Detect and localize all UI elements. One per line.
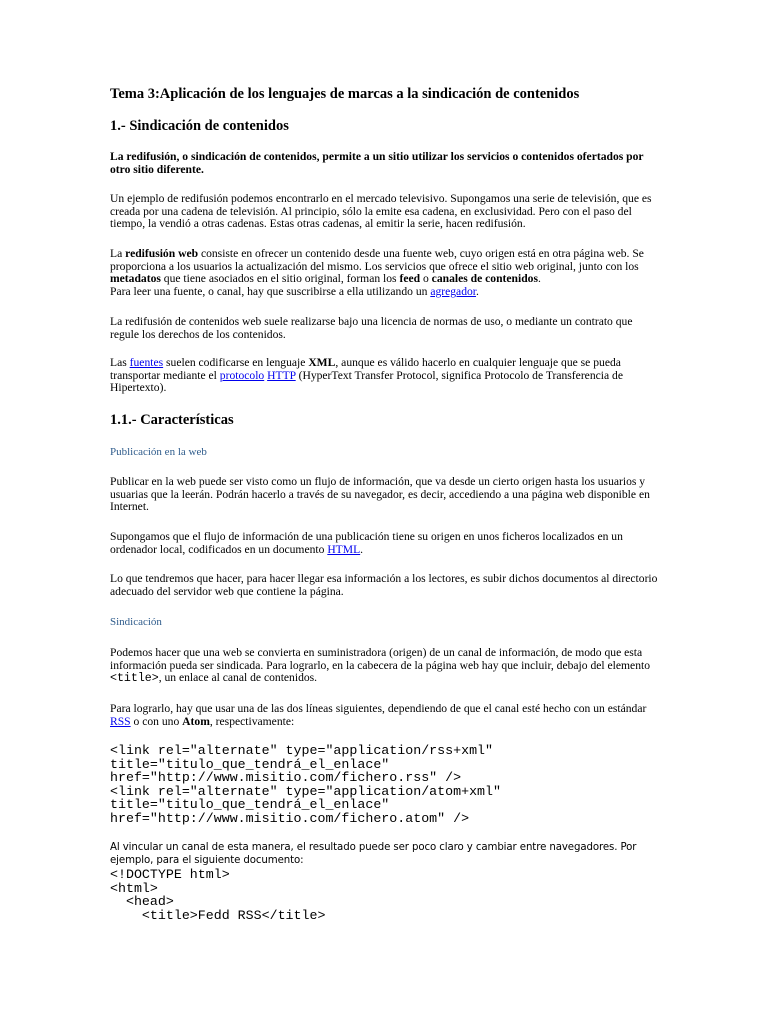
link-protocolo[interactable]: protocolo — [219, 368, 265, 382]
paragraph-publicar-web: Publicar en la web puede ser visto como un flujo de información, que va desde un cierto origen hasta los usuarios y usuarias que la leerán. Podrán hacerlo a través de su navegador, es decir, accediendo a una página web disponible en Internet. — [110, 475, 650, 514]
link-rss[interactable]: RSS — [110, 714, 131, 728]
link-agregador[interactable]: agregador — [430, 285, 477, 299]
code-block-link-tags: <link rel="alternate" type="application/rss+xml" title="titulo_que_tendrá_el_enlace" href="http://www.misitio.com/fichero.rss" /> <link rel="alternate" type="application/atom+xml" title="titulo_que_tendrá_el_enlace" href="http://www.misitio.com/fichero.atom" /> — [110, 743, 501, 826]
subheading-publicacion-web: Publicación en la web — [110, 446, 207, 458]
inline-code-title: <title> — [110, 672, 159, 686]
section-heading-caracteristicas: 1.1.- Características — [110, 412, 234, 428]
paragraph-redifusion-web: La redifusión web consiste en ofrecer un contenido desde una fuente web, cuyo origen está en otra página web. Se proporciona a los usuarios la actualización del mismo. Los servicios que ofrece el sitio web original, junto con los metadatos que tiene asociados en el sitio original, forman los feed o canales de contenidos. Para leer una fuente, o canal, hay que suscribirse a ella utilizando un agregador. — [110, 247, 644, 299]
paragraph-vincular-canal: Al vincular un canal de esta manera, el resultado puede ser poco claro y cambiar entre navegadores. Por ejemplo, para el siguiente documento: — [110, 842, 637, 866]
link-fuentes[interactable]: fuentes — [129, 356, 164, 369]
section-heading-sindicacion: 1.- Sindicación de contenidos — [110, 118, 289, 134]
paragraph-rss-atom: Para lograrlo, hay que usar una de las dos líneas siguientes, dependiendo de que el canal esté hecho con un estándar RSS o con uno Atom, respectivamente: — [110, 702, 647, 728]
paragraph-subir-documentos: Lo que tendremos que hacer, para hacer llegar esa información a los lectores, es subir dichos documentos al directorio adecuado del servidor web que contiene la página. — [110, 572, 658, 598]
link-http[interactable]: HTTP — [267, 368, 296, 382]
subheading-sindicacion: Sindicación — [110, 616, 162, 628]
paragraph-fuentes-xml: Las fuentes suelen codificarse en lenguaje XML, aunque es válido hacerlo en cualquier lenguaje que se pueda transportar mediante el protocolo HTTP (HyperText Transfer Protocol, significa Protocolo de Transferencia de Hipertexto). — [110, 356, 623, 395]
code-block-html-example: <!DOCTYPE html> <html> <head> <title>Fedd RSS</title> — [110, 867, 326, 923]
paragraph-licencia: La redifusión de contenidos web suele realizarse bajo una licencia de normas de uso, o mediante un contrato que regule los derechos de los contenidos. — [110, 315, 633, 341]
link-html[interactable]: HTML — [327, 542, 361, 556]
paragraph-suministradora: Podemos hacer que una web se convierta en suministradora (origen) de un canal de información, de modo que esta información pueda ser sindicada. Para lograrlo, en la cabecera de la página web hay que incluir, debajo del elemento <title>, un enlace al canal de contenidos. — [110, 646, 651, 686]
intro-bold-paragraph: La redifusión, o sindicación de contenidos, permite a un sitio utilizar los servicios o contenidos ofertados por otro sitio diferente. — [110, 150, 644, 176]
paragraph-flujo-html: Supongamos que el flujo de información de una publicación tiene su origen en unos ficheros localizados en un ordenador local, codificados en un documento HTML. — [110, 530, 623, 556]
page-title: Tema 3:Aplicación de los lenguajes de marcas a la sindicación de contenidos — [110, 86, 580, 102]
paragraph-ejemplo-television: Un ejemplo de redifusión podemos encontrarlo en el mercado televisivo. Supongamos una serie de televisión, que es creada por una cadena de televisión. Al principio, sólo la emite esa cadena, en exclusividad. Pero con el paso del tiempo, la vendió a otras cadenas. Estas otras cadenas, al emitir la serie, hacen redifusión. — [110, 192, 652, 231]
